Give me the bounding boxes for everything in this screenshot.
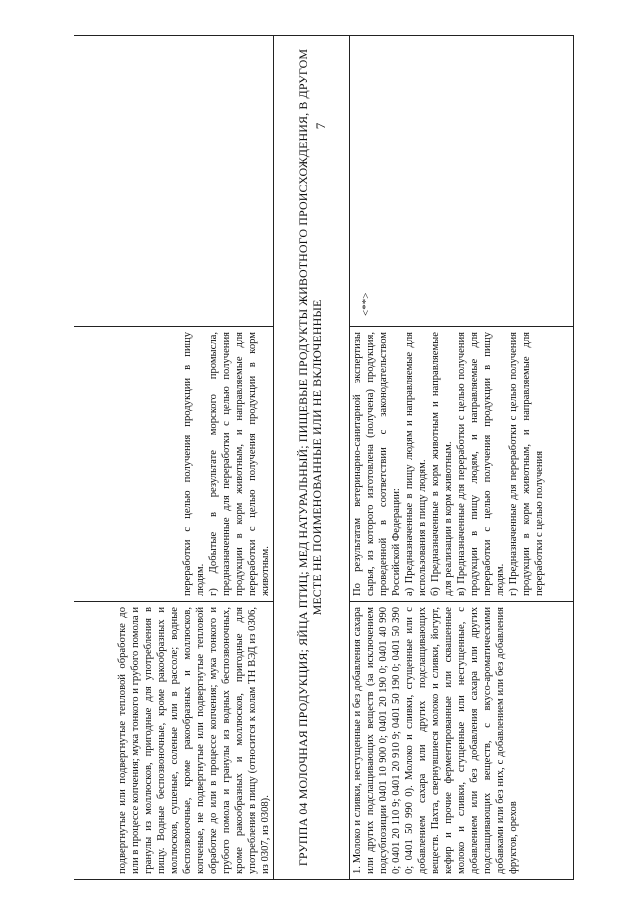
note-cell <box>350 35 573 326</box>
note-cell <box>74 35 273 326</box>
regulation-table <box>74 35 574 880</box>
conditions-cell <box>350 326 573 601</box>
group-heading-row <box>274 35 350 880</box>
condition-line: переработки с целью получения продукции в пищу людям. <box>182 332 206 596</box>
group-heading: ГРУППА 04 МОЛОЧНАЯ ПРОДУКЦИЯ; ЯЙЦА ПТИЦ; МЕД НАТУРАЛЬНЫЙ; ПИЩЕВЫЕ ПРОДУКТЫ ЖИВОТНОГО ПРОИСХОЖДЕНИЯ, В ДРУГОМ МЕСТЕ НЕ ПОИМЕНОВАННЫЕ ИЛИ НЕ ВКЛЮЧЕННЫЕ <box>296 48 324 867</box>
product-description-cell <box>74 601 273 879</box>
condition-line: По результатам ветеринарно-санитарной экспертизы сырья, из которого изготовлена (получена) продукция, проведенной в соответствии с законодательством Российской Федерации: <box>352 332 402 596</box>
condition-line: б) Предназначенные в корм животным и направляемые для реализации в корм животным. <box>430 332 454 596</box>
product-description-text: подвергнутые или подвергнутые тепловой обработке до или в процессе копчения; мука тонкого и грубого помола и гранулы из моллюсков, пригодные для употребления в пищу. Водные беспозвоночные, кроме ракообразных и моллюсков, сушеные, соленые или в рассоле; водные беспозвоночные, кроме ракообразных и моллюсков, копченые, не подвергнутые или подвергнутые тепловой обработке до или в процессе копчения; мука тонкого и грубого помола и гранулы из водных беспозвоночных, кроме ракообразных и моллюсков, пригодные для употребления в пищу (относится к колам ТН ВЭД из 0306, из 0307, из 0308). <box>117 607 271 874</box>
conditions-cell <box>74 326 273 601</box>
page-number: 7 <box>313 122 328 130</box>
product-description-text: 1. Молоко и сливки, несгущенные и без добавления сахара или других подслащивающих веществ (за исключением подсубпозиции 0401 10 900 0; 0401 20 190 0; 0401 40 990 0; 0401 20 110 9; 0401 20 910 9; 0401 50 190 0; 0401 50 390 0; 0401 50 990 0). Молоко и сливки, сгущенные или с добавлением сахара или других подслащивающих веществ. Пахта, свернувшиеся молоко и сливки, йогурт, кефир и прочие ферментированные или сквашенные молоко и сливки, сгущенные или несгущенные, с добавлением или без добавления сахара или других подслащивающих веществ, с вкусо-ароматическими добавками или без них, с добавлением или без добавления фруктов, орехов <box>352 607 519 874</box>
product-description-cell <box>350 601 573 879</box>
condition-line: а) Предназначенные в пищу людям и направляемые для использования в пищу людям. <box>404 332 428 596</box>
condition-line: г) Предназначенные для переработки с целью получения продукции в корм животным, и направляемые для переработки с целью получения <box>508 332 545 596</box>
condition-line: г) Добытые в результате морского промысла, предназначенные для переработки с целью получения продукции в корм животным, и направляемые для переработки с целью получения продукции в корм животным. <box>208 332 271 596</box>
note-marker: <**> <box>360 292 372 316</box>
table-row <box>74 35 274 880</box>
table-row <box>350 35 574 880</box>
condition-line: в) Предназначенные для переработки с целью получения продукции в пищу людям, и направляемые для переработки с целью получения продукции в пищу людям. <box>456 332 506 596</box>
